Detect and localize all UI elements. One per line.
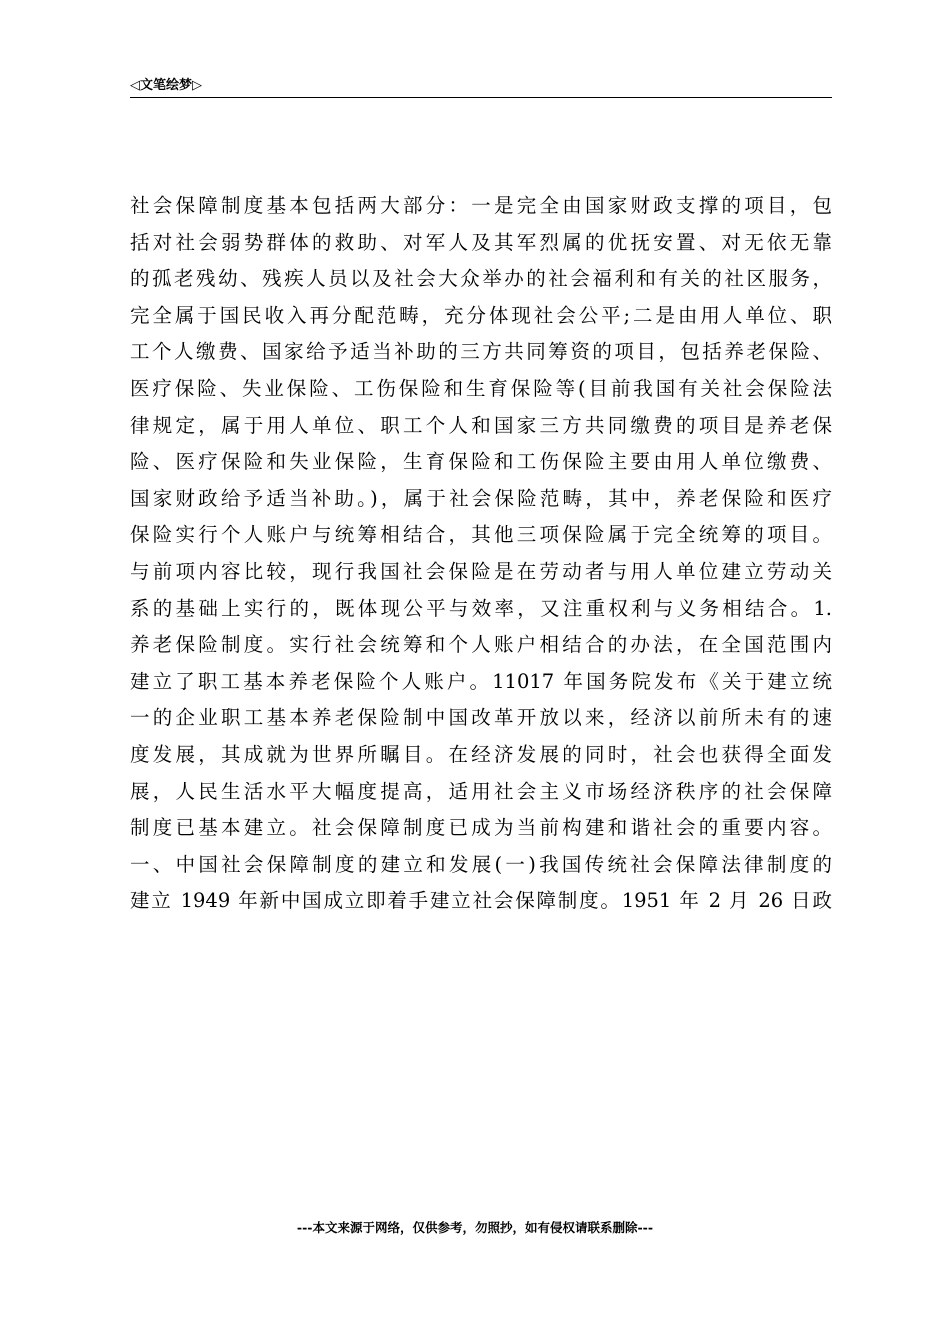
- text-line: 建立了职工基本养老保险个人账户。11017 年国务院发布《关于建立统: [130, 669, 832, 693]
- text-line: 与前项内容比较，现行我国社会保险是在劳动者与用人单位建立劳动关: [130, 559, 832, 583]
- text-line: 系的基础上实行的，既体现公平与效率，又注重权利与义务相结合。1.: [130, 596, 832, 620]
- text-line: 一的企业职工基本养老保险制中国改革开放以来，经济以前所未有的速: [130, 706, 832, 730]
- page-header: [130, 74, 832, 98]
- text-line: 制度已基本建立。社会保障制度已成为当前构建和谐社会的重要内容。: [130, 816, 832, 840]
- text-line: 国家财政给予适当补助。)，属于社会保险范畴，其中，养老保险和医疗: [130, 486, 832, 510]
- text-line: 展，人民生活水平大幅度提高，适用社会主义市场经济秩序的社会保障: [130, 779, 832, 803]
- text-line: 医疗保险、失业保险、工伤保险和生育保险等(目前我国有关社会保险法: [130, 376, 832, 400]
- text-line: 险、医疗保险和失业保险，生育保险和工伤保险主要由用人单位缴费、: [130, 450, 832, 474]
- page-footer: ---本文来源于网络，仅供参考，勿照抄，如有侵权请联系删除---: [296, 1220, 654, 1235]
- text-line: 括对社会弱势群体的救助、对军人及其军烈属的优抚安置、对无依无靠: [130, 230, 832, 254]
- text-line: 一、中国社会保障制度的建立和发展(一)我国传统社会保障法律制度的: [130, 852, 832, 876]
- text-line: 建立 1949 年新中国成立即着手建立社会保障制度。1951 年 2 月 26 日政: [130, 889, 832, 913]
- text-line: 保险实行个人账户与统筹相结合，其他三项保险属于完全统筹的项目。: [130, 523, 832, 547]
- text-line: 工个人缴费、国家给予适当补助的三方共同筹资的项目，包括养老保险、: [130, 340, 832, 364]
- text-line: 律规定，属于用人单位、职工个人和国家三方共同缴费的项目是养老保: [130, 413, 832, 437]
- text-line: 的孤老残幼、残疾人员以及社会大众举办的社会福利和有关的社区服务，: [130, 267, 832, 291]
- text-line: 养老保险制度。实行社会统筹和个人账户相结合的办法，在全国范围内: [130, 633, 832, 657]
- header-title: ◁文笔绘梦▷: [130, 78, 202, 93]
- text-line: 社会保障制度基本包括两大部分：一是完全由国家财政支撑的项目，包: [130, 194, 832, 217]
- body-text: [130, 188, 832, 920]
- text-line: 度发展，其成就为世界所瞩目。在经济发展的同时，社会也获得全面发: [130, 742, 832, 766]
- text-line: 完全属于国民收入再分配范畴，充分体现社会公平;二是由用人单位、职: [130, 303, 832, 327]
